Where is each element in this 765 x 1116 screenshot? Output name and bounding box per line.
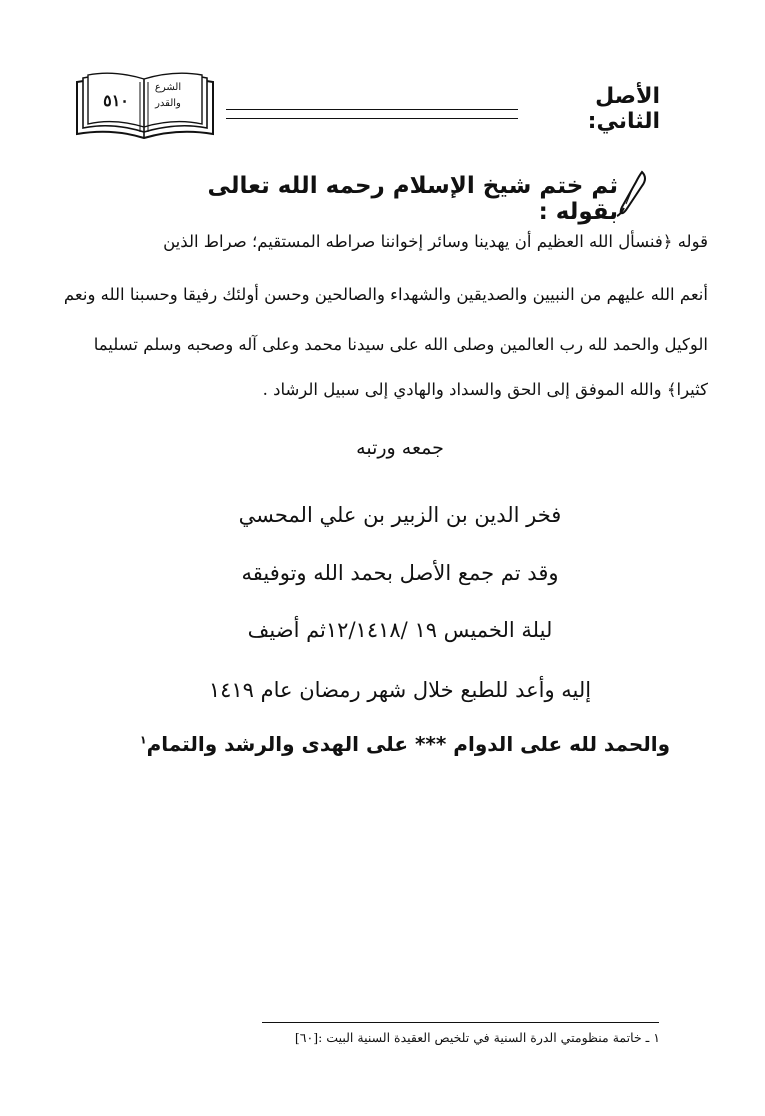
paragraph-line: أنعم الله عليهم من النبيين والصديقين والشهداء والصالحين وحسن أولئك رفيقا وحسبنا الله ونعم	[63, 285, 708, 304]
paragraph-line: قوله ﴿فنسأل الله العظيم أن يهدينا وسائر إخواننا صراطه المستقيم؛ صراط الذين	[163, 232, 708, 251]
closing-verse-text: والحمد لله على الدوام *** على الهدى والرشد والتمام	[146, 732, 671, 756]
page-number: ٥١٠	[103, 91, 129, 110]
completion-note: وقد تم جمع الأصل بحمد الله وتوفيقه	[241, 561, 559, 585]
book-label-line2: والقدر	[155, 98, 181, 109]
book-label-line1: الشرع	[154, 82, 182, 93]
compiled-by: جمعه ورتبه	[356, 437, 444, 459]
author-name: فخر الدين بن الزبير بن علي المحسي	[238, 503, 562, 527]
footnote-marker: ١	[139, 733, 147, 747]
header-rule	[226, 109, 518, 110]
closing-verse	[90, 732, 720, 756]
date-line: ليلة الخميس ١٩ /١٢/١٤١٨ثم أضيف	[247, 618, 553, 642]
paragraph-line: كثيرا﴾ والله الموفق إلى الحق والسداد والهادي إلى سبيل الرشاد .	[262, 380, 708, 399]
quill-icon	[612, 168, 652, 218]
print-line: إليه وأعد للطبع خلال شهر رمضان عام ١٤١٩	[208, 678, 592, 702]
main-heading: ثم ختم شيخ الإسلام رحمه الله تعالى بقوله :	[207, 173, 618, 225]
header-rule	[226, 118, 518, 119]
footnote: ١ ـ خاتمة منظومتي الدرة السنية في تلخيص العقيدة السنية البيت :[٦٠]	[294, 1030, 660, 1045]
section-title: الأصل الثاني:	[587, 84, 660, 134]
paragraph-line: الوكيل والحمد لله رب العالمين وصلى الله على سيدنا محمد وعلى آله وصحبه وسلم تسليما	[93, 335, 708, 354]
footnote-rule	[262, 1022, 659, 1023]
